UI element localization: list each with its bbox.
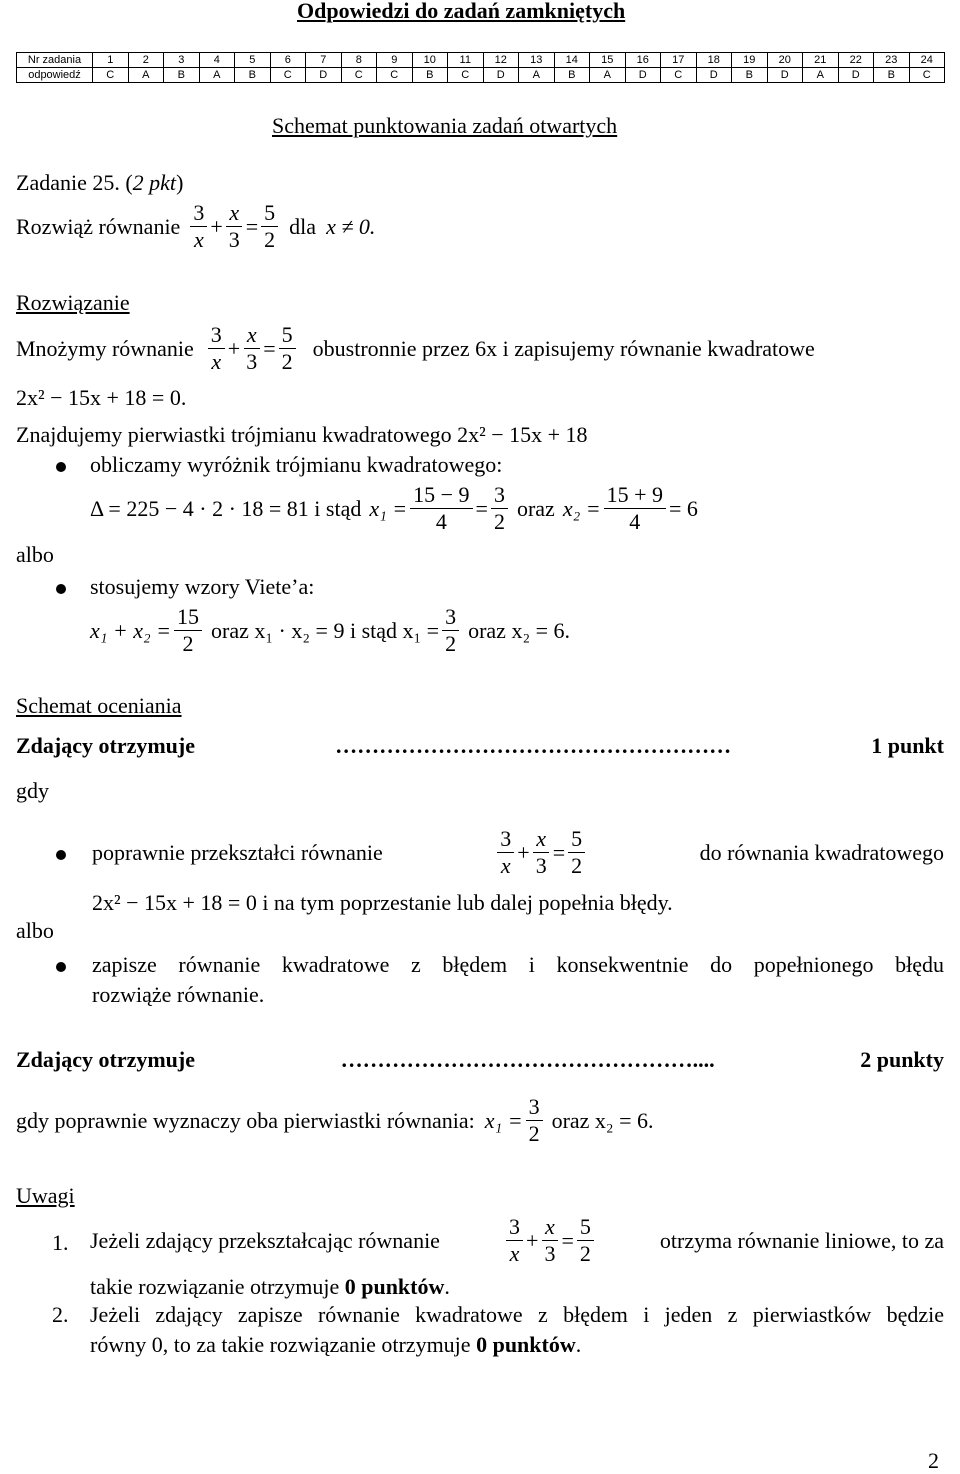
answers-table-answer-row [17,68,945,83]
table-cell: B [732,68,768,83]
bullet-icon [56,962,66,972]
fraction: $\frac{3}{x}$ [208,322,225,375]
quadratic-equation: 2x² − 15x + 18 = 0. [16,385,187,410]
table-cell: 11 [448,53,484,68]
table-cell: A [590,68,626,83]
grading-heading: Schemat oceniania [16,693,182,718]
fraction: $\frac{5}{2}$ [568,826,585,879]
table-cell: D [625,68,661,83]
remark1-number: 1. [52,1230,69,1255]
table-cell: B [164,68,200,83]
fraction: $\frac{3}{x}$ [497,826,514,879]
albo-label: albo [16,542,54,567]
multiply-line: Mnożymy równanie $\frac{3}{x}$ + $\frac{x}{3}$ = $\frac{5}{2}$ obustronnie przez 6x i zapisujemy równanie kwadratowe [16,322,815,374]
scoring-title: Schemat punktowania zadań otwartych [272,113,618,138]
remarks-heading: Uwagi [16,1183,75,1208]
task-condition-expr: x ≠ 0. [326,213,376,239]
score2-line: Zdający otrzymuje ………………………………………….... 2 punkty [16,1047,944,1072]
table-cell: A [199,68,235,83]
criterion2-line: zapisze równanie kwadratowe z błędem i konsekwentnie do popełnionego błędu [92,952,944,977]
remark2-number: 2. [52,1302,69,1327]
fraction: $\frac{15 + 9}{4}$ [604,482,666,535]
fraction: $\frac{x}{3}$ [541,1214,558,1267]
criterion2-cont: rozwiąże równanie. [92,982,265,1007]
bullet-icon [56,584,66,594]
viete-line: x₁ + x₂ = $\frac{15}{2}$ oraz x₁ · x₂ = 9 i stąd x₁ = $\frac{3}{2}$ oraz x₂ = 6. [90,604,571,656]
table-cell: 1 [93,53,129,68]
fraction: $\frac{x}{3}$ [533,826,550,879]
page-title: Odpowiedzi do zadań zamkniętych [297,0,626,23]
bullet-viete: stosujemy wzory Viete’a: [90,574,315,599]
table-cell: B [412,68,448,83]
table-cell: 14 [554,53,590,68]
fraction: $\frac{3}{x}$ [506,1214,523,1267]
table-cell: C [661,68,697,83]
remark1-line: Jeżeli zdający przekształcając równanie $\frac{3}{x}$ + $\frac{x}{3}$ = $\frac{5}{2}$ otrzyma równanie liniowe, to za [90,1214,944,1266]
solution-heading: Rozwiązanie [16,290,130,315]
task-points: 2 pkt [132,170,177,195]
table-cell: 24 [909,53,945,68]
fraction: $\frac{3}{2}$ [526,1094,543,1147]
fraction: $\frac{3}{2}$ [442,604,459,657]
table-cell: 7 [306,53,342,68]
table-cell: 15 [590,53,626,68]
discriminant-line: Δ = 225 − 4 · 2 · 18 = 81 i stąd x₁ = $\frac{15 - 9}{4}$ = $\frac{3}{2}$ oraz x₂ = $\frac{15 + 9}{4}$ = 6 [90,482,698,534]
table-cell: 3 [164,53,200,68]
table-cell: 2 [128,53,164,68]
table-cell: C [93,68,129,83]
table-cell: 9 [377,53,413,68]
table-cell: 20 [767,53,803,68]
table-cell: 17 [661,53,697,68]
task-label-text: Zadanie 25. ( [16,170,133,195]
table-cell: C [909,68,945,83]
table-cell: C [377,68,413,83]
task-equation-line: Rozwiąż równanie $\frac{3}{x}$ + $\frac{x}{3}$ = $\frac{5}{2}$ dla x ≠ 0. [16,200,376,252]
fraction: $\frac{3}{x}$ [190,200,207,253]
table-cell: 16 [625,53,661,68]
albo-label: albo [16,918,54,943]
table-cell: 12 [483,53,519,68]
table-cell: C [448,68,484,83]
criterion1-line: poprawnie przekształci równanie $\frac{3}{x}$ + $\frac{x}{3}$ = $\frac{5}{2}$ do równania kwadratowego [92,826,944,878]
table-cell: 21 [803,53,839,68]
answers-row-label: odpowiedź [17,68,93,83]
task-label [16,170,183,196]
fraction: $\frac{x}{3}$ [243,322,260,375]
remark2-line: Jeżeli zdający zapisze równanie kwadratowe z błędem i jeden z pierwiastków będzie [90,1302,944,1327]
task-condition: dla [289,213,317,239]
table-cell: B [235,68,271,83]
fraction: $\frac{x}{3}$ [226,200,243,253]
table-cell: 19 [732,53,768,68]
table-cell: A [128,68,164,83]
score1-line: Zdający otrzymuje ……………………………………………… 1 punkt [16,733,944,758]
page-number: 2 [928,1448,939,1473]
bullet-icon [56,850,66,860]
table-cell: 5 [235,53,271,68]
bullet-icon [56,462,66,472]
criterion1-cont: 2x² − 15x + 18 = 0 i na tym poprzestanie lub dalej popełnia błędy. [92,890,673,915]
table-cell: 6 [270,53,306,68]
answers-table-header-row [17,53,945,68]
table-cell: C [341,68,377,83]
table-cell: 4 [199,53,235,68]
table-cell: B [554,68,590,83]
table-cell: D [838,68,874,83]
table-cell: 13 [519,53,555,68]
bullet-discriminant: obliczamy wyróżnik trójmianu kwadratowego: [90,452,503,477]
table-cell: D [483,68,519,83]
answers-table [16,52,945,83]
table-cell: 18 [696,53,732,68]
table-cell: 22 [838,53,874,68]
fraction: $\frac{5}{2}$ [261,200,278,253]
fraction: $\frac{5}{2}$ [577,1214,594,1267]
table-cell: C [270,68,306,83]
task-instruction: Rozwiąż równanie [16,213,181,239]
table-cell: A [803,68,839,83]
table-cell: D [696,68,732,83]
criterion3-line: gdy poprawnie wyznaczy oba pierwiastki równania: x₁ = $\frac{3}{2}$ oraz x₂ = 6. [16,1094,654,1146]
fraction: $\frac{15 - 9}{4}$ [410,482,472,535]
roots-text: Znajdujemy pierwiastki trójmianu kwadratowego 2x² − 15x + 18 [16,422,588,447]
table-cell: 23 [874,53,910,68]
fraction: $\frac{3}{2}$ [491,482,508,535]
task-label-end: ) [176,170,184,195]
remark2-cont: równy 0, to za takie rozwiązanie otrzymuje 0 punktów. [90,1332,582,1357]
table-cell: 10 [412,53,448,68]
fraction: $\frac{15}{2}$ [174,604,202,657]
table-cell: 8 [341,53,377,68]
table-cell: D [306,68,342,83]
fraction: $\frac{5}{2}$ [279,322,296,375]
answers-row-label: Nr zadania [17,53,93,68]
table-cell: D [767,68,803,83]
table-cell: A [519,68,555,83]
remark1-cont: takie rozwiązanie otrzymuje 0 punktów. [90,1274,450,1299]
gdy-label: gdy [16,778,49,803]
table-cell: B [874,68,910,83]
